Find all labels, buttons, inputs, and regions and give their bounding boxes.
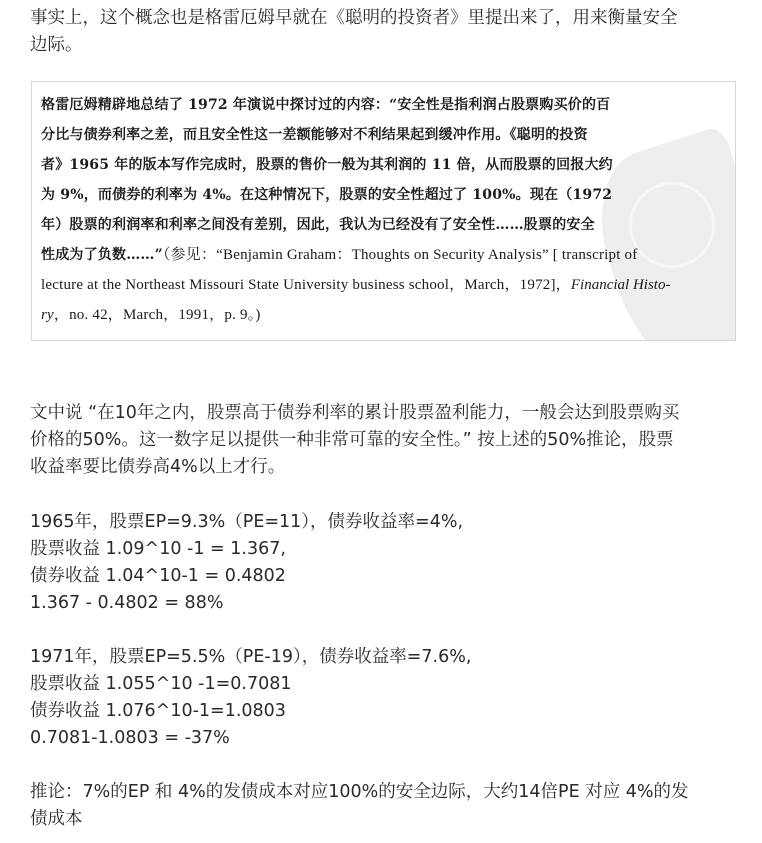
text-line: 价格的50%。这一数字足以提供一种非常可靠的安全性。” 按上述的50%推论，股票 — [30, 430, 674, 450]
excerpt-line: 性成为了负数……” — [41, 247, 163, 263]
calculation-1971 — [30, 644, 735, 752]
excerpt-line: 格雷厄姆精辟地总结了 1972 年演说中探讨过的内容：“安全性是指利润占股票购买价的百 — [41, 97, 611, 113]
calculation-1965 — [30, 509, 735, 617]
text-line: 边际。 — [30, 35, 83, 55]
text-line: 0.7081-1.0803 = -37% — [30, 728, 230, 748]
text-line: 1965年，股票EP=9.3%（PE=11），债券收益率=4%, — [30, 512, 464, 532]
reference-details: ，no. 42，March，1991，p. 9。) — [53, 307, 261, 323]
conclusion-paragraph — [30, 779, 735, 833]
excerpt-line: 分比与债券利率之差，而且安全性这一差额能够对不利结果起到缓冲作用。《聪明的投资 — [41, 127, 588, 143]
text-line: 债券收益 1.04^10-1 = 0.4802 — [30, 566, 286, 586]
text-line: 收益率要比债券高4%以上才行。 — [30, 457, 286, 477]
quoted-book-excerpt — [31, 81, 736, 341]
text-line: 股票收益 1.055^10 -1=0.7081 — [30, 674, 292, 694]
excerpt-text — [41, 90, 731, 330]
excerpt-line-with-reference — [41, 240, 731, 270]
text-line: 债成本 — [30, 809, 83, 829]
text-line: 事实上，这个概念也是格雷厄姆早就在《聪明的投资者》里提出来了，用来衡量安全 — [30, 8, 678, 28]
text-line: 推论：7%的EP 和 4%的发债成本对应100%的安全边际，大约14倍PE 对应 4%的发 — [30, 782, 689, 802]
reference-citation-line: lecture at the Northeast Missouri State University business school，March，1972]， — [41, 277, 571, 293]
journal-title-end: ry — [41, 307, 54, 323]
text-line: 文中说 “在10年之内，股票高于债券利率的累计股票盈利能力，一般会达到股票购买 — [30, 403, 680, 423]
text-line: 1.367 - 0.4802 = 88% — [30, 593, 224, 613]
text-line: 债券收益 1.076^10-1=1.0803 — [30, 701, 286, 721]
text-line: 1971年，股票EP=5.5%（PE-19），债券收益率=7.6%, — [30, 647, 472, 667]
reference-citation-end — [41, 300, 731, 330]
journal-title: Financial Histo- — [570, 277, 671, 293]
excerpt-line: 为 9%，而债券的利率为 4%。在这种情况下，股票的安全性超过了 100%。现在（1972 — [41, 187, 613, 203]
excerpt-line: 者》1965 年的版本写作完成时，股票的售价一般为其利润的 11 倍，从而股票的回报大约 — [41, 157, 613, 173]
excerpt-line: 年）股票的利润率和利率之间没有差别，因此，我认为已经没有了安全性……股票的安全 — [41, 217, 595, 233]
analysis-paragraph — [30, 400, 735, 481]
text-line: 股票收益 1.09^10 -1 = 1.367, — [30, 539, 286, 559]
reference-citation: （参见：“Benjamin Graham：Thoughts on Security Analysis” [ transcript of — [162, 247, 638, 263]
intro-paragraph — [30, 5, 735, 59]
